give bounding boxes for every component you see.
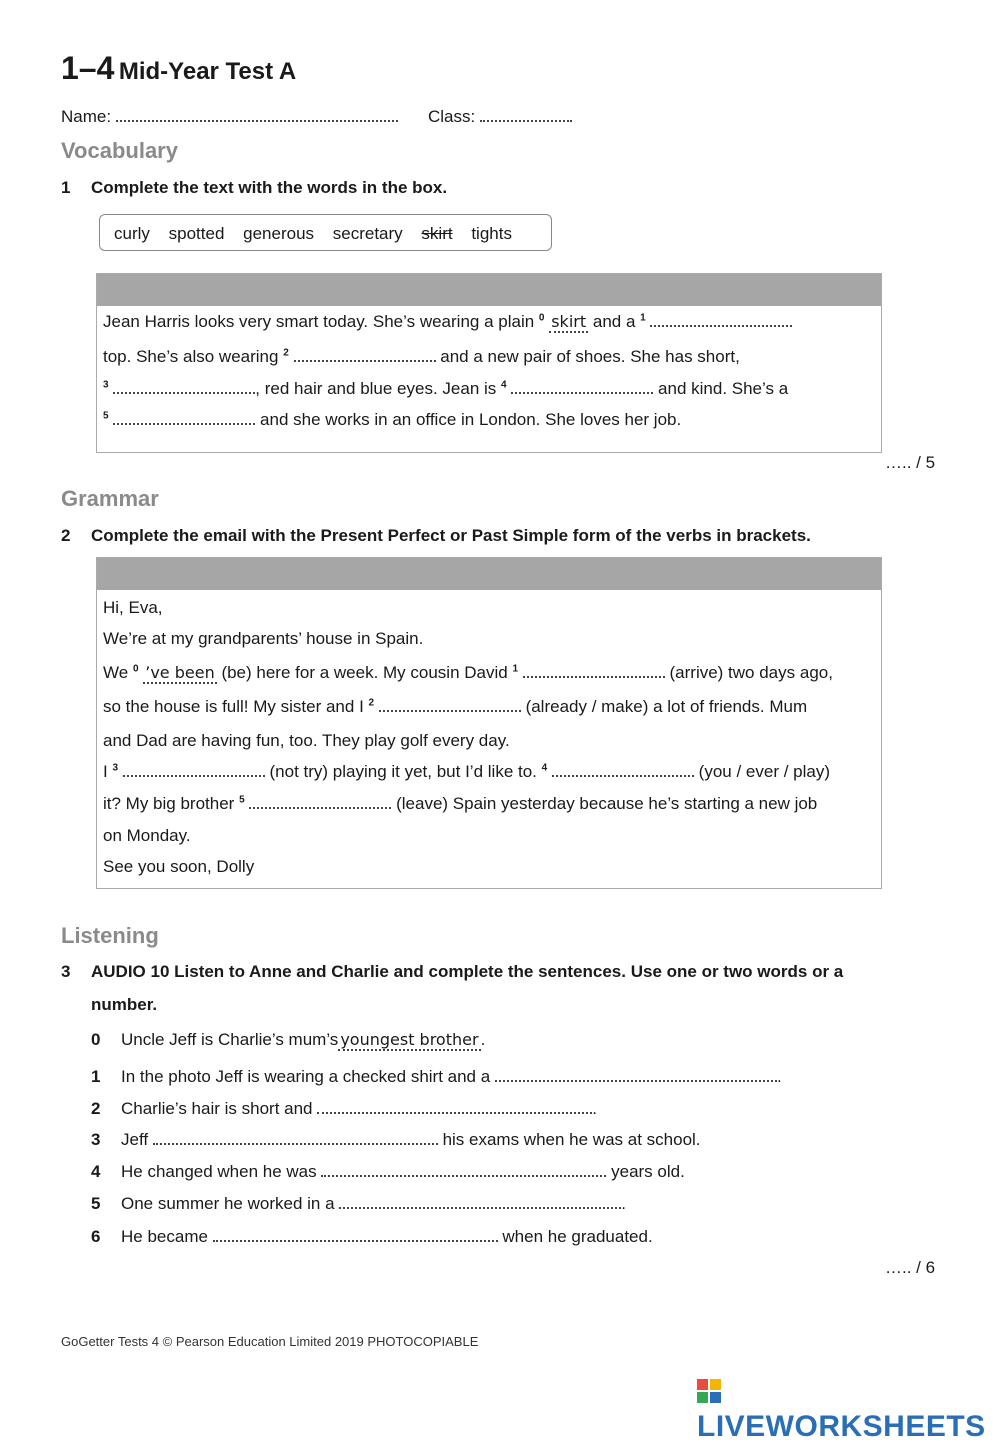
class-field[interactable] (480, 106, 572, 122)
panel-header-bar (97, 274, 881, 306)
liveworksheets-logo: LIVEWORKSHEETS (697, 1376, 1000, 1444)
test-title: Mid-Year Test A (118, 58, 297, 85)
word: spotted (168, 224, 225, 243)
vocabulary-score: ….. / 5 (885, 453, 936, 472)
vocabulary-instruction: 1 Complete the text with the words in the box. (61, 178, 448, 197)
list-item: 3 Jeff his exams when he was at school. (91, 1130, 701, 1149)
list-item: 6 He became when he graduated. (91, 1227, 653, 1246)
email-panel (96, 557, 882, 889)
word: generous (243, 224, 315, 243)
email-line: I $^3$ (not try) playing it yet, but I’d like to. $^4$ (you / ever / play) (103, 762, 830, 781)
name-field[interactable] (116, 106, 398, 122)
blank-3[interactable] (153, 1129, 438, 1145)
blank-3[interactable] (113, 378, 255, 394)
exercise-number: 2 (61, 526, 71, 545)
page-title (61, 50, 296, 87)
grammar-instruction: 2 Complete the email with the Present Perfect or Past Simple form of the verbs in brackets. (61, 526, 811, 545)
blank-1[interactable] (523, 662, 665, 678)
blank-4[interactable] (511, 378, 653, 394)
vocabulary-heading: Vocabulary (61, 138, 178, 163)
word: curly (114, 224, 150, 243)
email-signoff: See you soon, Dolly (103, 857, 255, 876)
unit-number: 1–4 (61, 50, 115, 86)
email-line: We’re at my grandparents’ house in Spain. (103, 629, 424, 648)
blank-5[interactable] (113, 409, 255, 425)
word: secretary (332, 224, 403, 243)
listening-score: ….. / 6 (885, 1258, 936, 1277)
listening-instruction: 3 AUDIO 10 Listen to Anne and Charlie and complete the sentences. Use one or two words or a (61, 962, 844, 981)
text-line: Jean Harris looks very smart today. She’s wearing a plain $^0$ skirt and a $^1$ (103, 311, 792, 332)
blank-2[interactable] (379, 696, 521, 712)
blank-4[interactable] (321, 1161, 606, 1177)
exercise-number: 1 (61, 178, 71, 197)
email-line: so the house is full! My sister and I $^2$ (already / make) a lot of friends. Mum (103, 697, 808, 716)
email-line: and Dad are having fun, too. They play golf every day. (103, 731, 510, 750)
name-row (61, 106, 398, 127)
grammar-heading: Grammar (61, 486, 159, 511)
blank-1[interactable] (495, 1066, 777, 1082)
exercise-number: 3 (61, 962, 71, 981)
blank-2[interactable] (294, 346, 436, 362)
blank-2[interactable] (317, 1098, 592, 1114)
example-answer: youngest brother (340, 1030, 479, 1049)
vocabulary-text-panel (96, 273, 882, 453)
text-line: top. She’s also wearing $^2$ and a new pair of shoes. She has short, (103, 347, 740, 366)
copyright-footer: GoGetter Tests 4 © Pearson Education Limited 2019 PHOTOCOPIABLE (61, 1334, 479, 1349)
blank-1[interactable] (650, 311, 792, 327)
name-label: Name: (61, 107, 112, 126)
blank-5[interactable] (339, 1193, 621, 1209)
blank-4[interactable] (552, 761, 694, 777)
email-line: We $^0$ ’ve been (be) here for a week. My cousin David $^1$ (arrive) two days ago, (103, 663, 833, 682)
email-line: it? My big brother $^5$ (leave) Spain yesterday because he’s starting a new job (103, 794, 818, 813)
list-item: 4 He changed when he was years old. (91, 1162, 685, 1181)
panel-header-bar (97, 558, 881, 590)
email-line: on Monday. (103, 826, 191, 845)
listening-instruction-cont: number. (91, 995, 158, 1014)
class-label: Class: (428, 107, 476, 126)
listening-heading: Listening (61, 923, 159, 948)
list-item: 2 Charlie’s hair is short and . (91, 1099, 597, 1118)
word: tights (471, 224, 512, 243)
word-struck: skirt (421, 224, 453, 243)
logo-icon (697, 1379, 721, 1403)
example-answer: skirt (551, 312, 587, 331)
list-item: 1 In the photo Jeff is wearing a checked shirt and a . (91, 1067, 782, 1086)
blank-3[interactable] (123, 761, 265, 777)
list-item: 0 Uncle Jeff is Charlie’s mum’s youngest brother . (91, 1030, 486, 1049)
class-row (428, 106, 572, 127)
list-item: 5 One summer he worked in a . (91, 1194, 627, 1213)
word-box (99, 214, 552, 251)
text-line: $^5$ and she works in an office in London. She loves her job. (103, 410, 682, 429)
blank-6[interactable] (213, 1226, 498, 1242)
text-line: $^3$ , red hair and blue eyes. Jean is $^4$ and kind. She’s a (103, 379, 789, 398)
email-greeting: Hi, Eva, (103, 598, 163, 617)
blank-5[interactable] (249, 793, 391, 809)
example-answer: ’ve been (145, 663, 215, 682)
